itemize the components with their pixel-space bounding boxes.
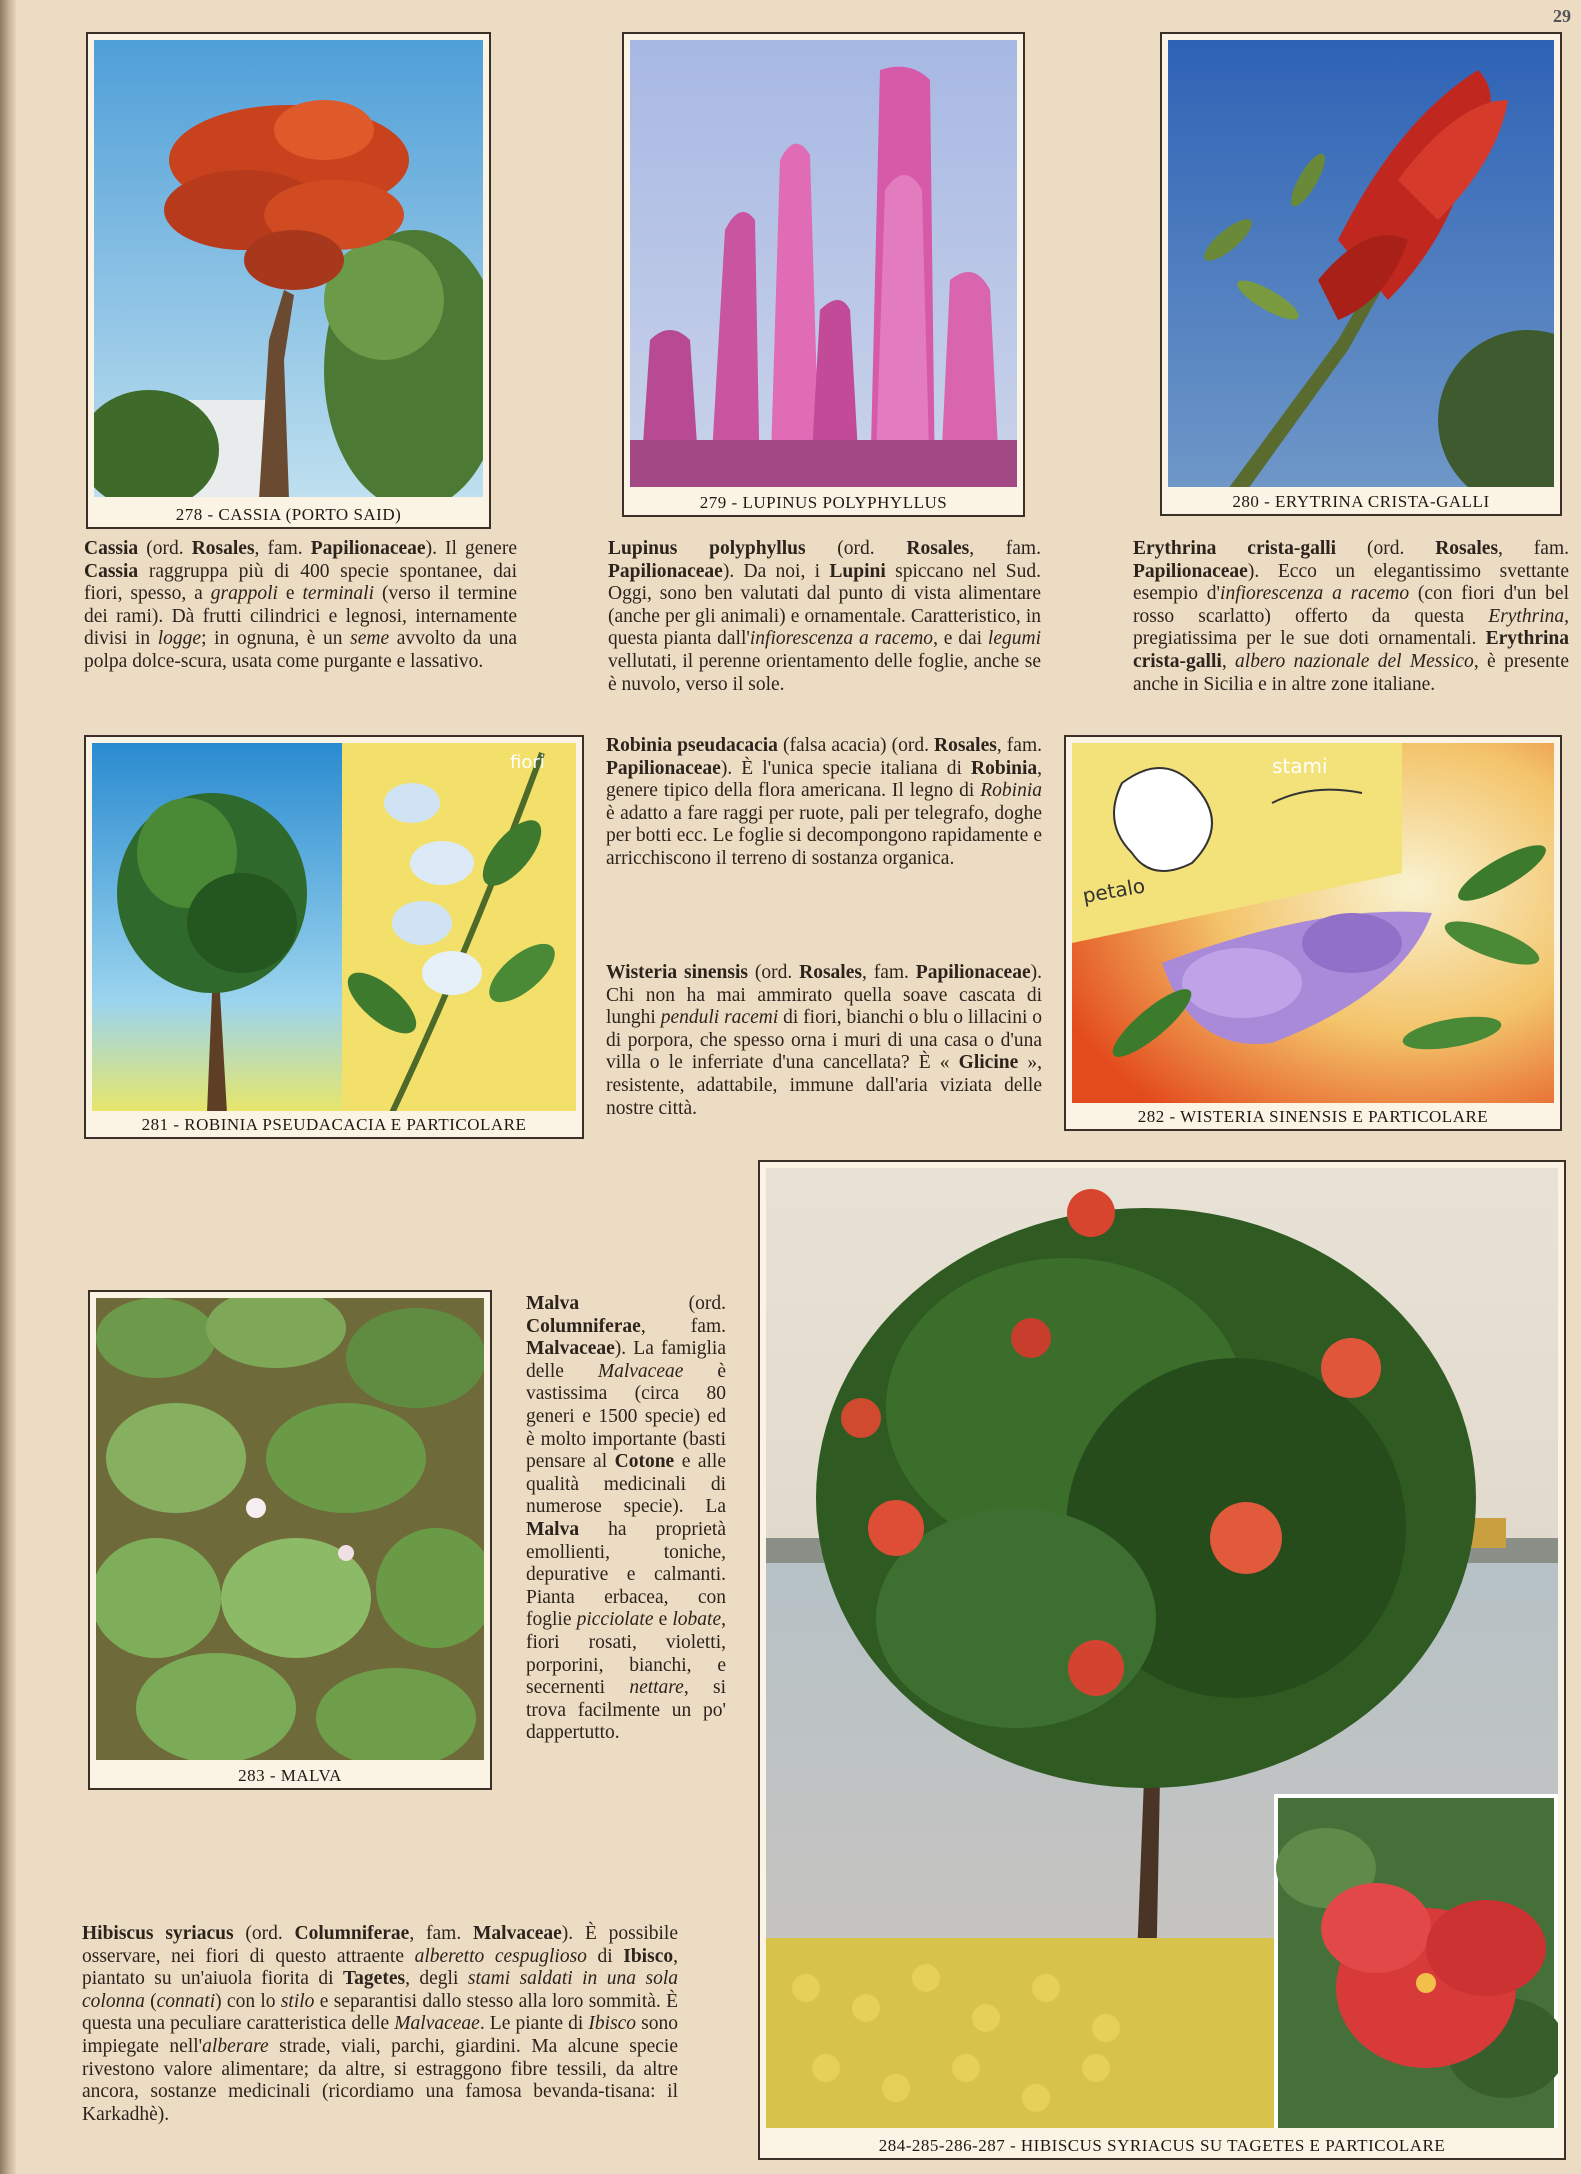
stami-label: stami (1272, 754, 1328, 778)
article-malva: Malva (ord. Columniferae, fam. Malvaceae). La famiglia delle Malvaceae è vastissima (circa 80 generi e 1500 specie) ed è molto importante (basti pensare al Cotone e alle qualità medicinali di numerose specie). La Malva ha proprietà emollienti, toniche, depurative e calmanti. Pianta erbacea, con foglie picciolate e lobate, fiori rosati, violetti, porporini, bianchi, e secernenti nettare, si trova facilmente un po' dappertutto. (526, 1293, 727, 1744)
wisteria-photo (1072, 743, 1554, 1103)
cassia-photo (94, 40, 483, 497)
article-wisteria: Wisteria sinensis (ord. Rosales, fam. Papilionaceae). Chi non ha mai ammirato quella soave cascata di lunghi penduli racemi di fiori, bianchi o blu o lillacini o di porpora, che spesso orna i muri di una casa o d'una villa o le inferriate d'una cancellata? È « Glicine », resistente, adattabile, immune dall'aria viziata delle nostre città. (606, 962, 1043, 1119)
figure-caption: 278 - CASSIA (PORTO SAID) (175, 505, 402, 524)
figure-caption: 280 - ERYTRINA CRISTA-GALLI (1232, 492, 1490, 511)
malva-photo (96, 1298, 484, 1760)
figure-caption: 281 - ROBINIA PSEUDACACIA E PARTICOLARE (141, 1115, 527, 1134)
robinia-fiori-label: fiori (510, 752, 545, 773)
robinia-photo (92, 743, 576, 1111)
figure-caption: 284-285-286-287 - HIBISCUS SYRIACUS SU TAGETES E PARTICOLARE (878, 2136, 1446, 2155)
article-hibiscus: Hibiscus syriacus (ord. Columniferae, fam. Malvaceae). È possibile osservare, nei fiori di questo attraente alberetto cespuglioso di Ibisco, piantato su un'aiuola fiorita di Tagetes, degli stami saldati in una sola colonna (connati) con lo stilo e separantisi dallo stesso alla loro sommità. È questa una peculiare caratteristica delle Malvaceae. Le piante di Ibisco sono impiegate nell'alberare strade, viali, parchi, giardini. Ma alcune specie rivestono valore alimentare; da altre, si estraggono fibre tessili, da altre ancora, sostanze medicinali (ricordiamo una famosa bevanda-tisana: il Karkadhè). (82, 1923, 678, 2125)
figure-wisteria (1064, 735, 1562, 1131)
hibiscus-photo (766, 1168, 1558, 2128)
article-cassia: Cassia (ord. Rosales, fam. Papilionaceae). Il genere Cassia raggruppa più di 400 specie spontanee, dai fiori, spesso, a grappoli e terminali (verso il termine dei rami). Dà frutti cilindrici e legnosi, internamente divisi in logge; in ognuna, è un seme avvolto da una polpa dolce-scura, usata come purgante e lassativo. (84, 538, 517, 672)
petalo-label: petalo (1080, 873, 1147, 908)
figure-caption: 279 - LUPINUS POLYPHYLLUS (699, 493, 948, 512)
figure-cassia (86, 32, 491, 529)
figure-malva (88, 1290, 492, 1790)
figure-hibiscus (758, 1160, 1566, 2160)
figure-caption: 283 - MALVA (238, 1766, 342, 1785)
article-lupinus: Lupinus polyphyllus (ord. Rosales, fam. Papilionaceae). Da noi, i Lupini spiccano nel Sud. Oggi, sono ben valutati dal punto di vista alimentare (anche per gli animali) e ornamentale. Caratteristico, in questa pianta dall'infiorescenza a racemo, e dai legumi vellutati, il perenne orientamento delle foglie, anche se è nuvolo, verso il sole. (608, 538, 1041, 695)
figure-robinia (84, 735, 584, 1139)
article-erythrina: Erythrina crista-galli (ord. Rosales, fam. Papilionaceae). Ecco un elegantissimo svettante esempio d'infiorescenza a racemo (con fiori d'un bel rosso scarlatto) offerto da questa Erythrina, pregiatissima per le sue doti ornamentali. Erythrina crista-galli, albero nazionale del Messico, è presente anche in Sicilia e in altre zone italiane. (1133, 538, 1569, 695)
figure-erythrina (1160, 32, 1562, 516)
figure-caption: 282 - WISTERIA SINENSIS E PARTICOLARE (1137, 1107, 1489, 1126)
figure-lupinus (622, 32, 1025, 517)
article-robinia: Robinia pseudacacia (falsa acacia) (ord. Rosales, fam. Papilionaceae). È l'unica specie italiana di Robinia, genere tipico della flora americana. Il legno di Robinia è adatto a fare raggi per ruote, pali per telegrafo, doghe per botti ecc. Le foglie si decompongono rapidamente e arricchiscono il terreno di sostanza organica. (606, 735, 1042, 869)
lupinus-photo (630, 40, 1017, 487)
page-number: 29 (1553, 6, 1571, 26)
book-spine-edge (0, 0, 16, 2174)
erythrina-photo (1168, 40, 1554, 487)
